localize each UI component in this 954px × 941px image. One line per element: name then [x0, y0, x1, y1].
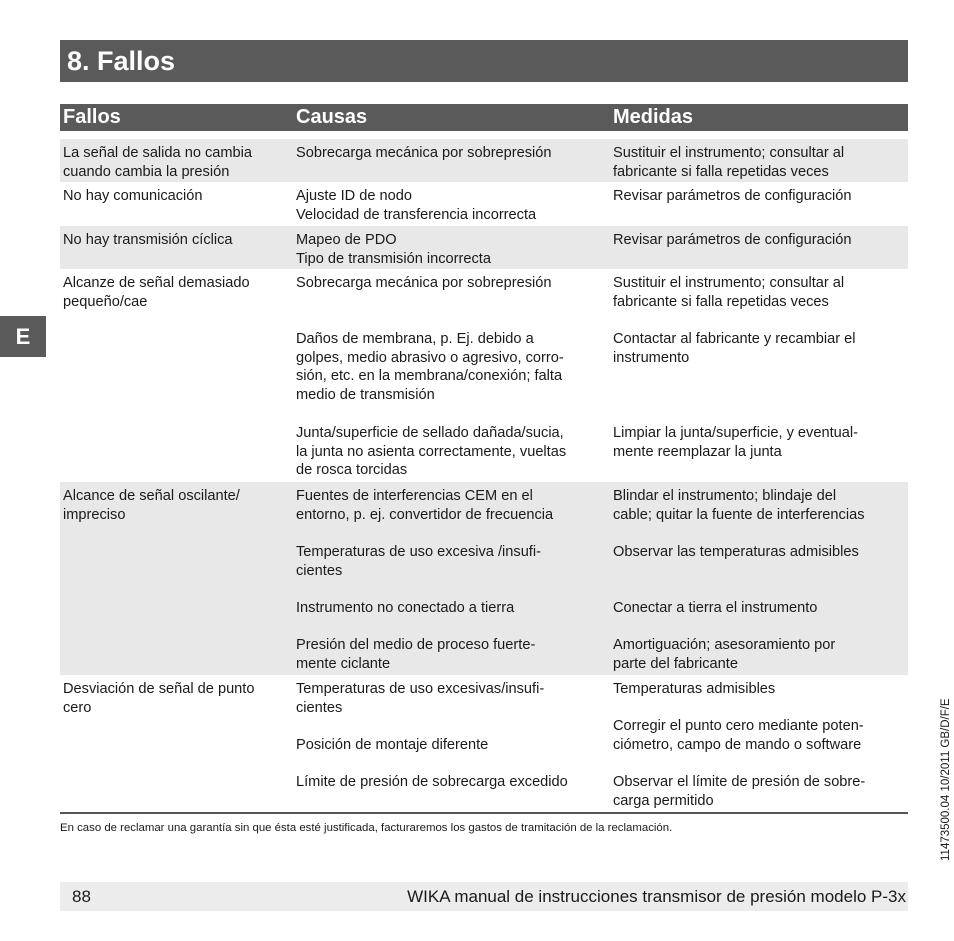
table-row-5-causa-2: Límite de presión de sobrecarga excedido — [296, 774, 568, 790]
table-row-2-fallo: No hay transmisión cíclica — [63, 232, 233, 248]
table-row-5-fallo: Desviación de señal de punto cero — [63, 681, 255, 716]
table-row-0-medida-0: Sustituir el instrumento; consultar al fabricante si falla repetidas veces — [613, 145, 845, 180]
document-code: 11473500.04 10/2011 GB/D/F/E — [940, 698, 952, 861]
table-row-3-fallo: Alcanze de señal demasiado pequeño/cae — [63, 275, 250, 310]
header-medidas: Medidas — [613, 106, 694, 128]
table-row-2-medida-0: Revisar parámetros de configuración — [613, 232, 852, 248]
table-row-5-medida-1: Corregir el punto cero mediante poten- ciómetro, campo de mando o software — [613, 718, 864, 753]
table-row-3-medida-0: Sustituir el instrumento; consultar al fabricante si falla repetidas veces — [613, 275, 845, 310]
header-causas: Causas — [296, 106, 368, 128]
table-row-5-causa-1: Posición de montaje diferente — [296, 737, 489, 753]
table-row-4-causa-3: Presión del medio de proceso fuerte- mente ciclante — [296, 637, 536, 672]
page-number: 88 — [72, 887, 91, 906]
table-row-3-medida-1: Contactar al fabricante y recambiar el instrumento — [613, 331, 856, 366]
footer-title: WIKA manual de instrucciones transmisor de presión modelo P-3x — [407, 887, 906, 906]
table-row-2-causa-0: Mapeo de PDO Tipo de transmisión incorrecta — [296, 232, 491, 267]
header-fallos: Fallos — [63, 106, 121, 128]
table-row-3-causa-1: Daños de membrana, p. Ej. debido a golpes, medio abrasivo o agresivo, corro- sión, etc. en la membrana/conexión; falta medio de transmisión — [296, 331, 564, 403]
table-row-4-causa-2: Instrumento no conectado a tierra — [296, 600, 515, 616]
table-row-5-medida-0: Temperaturas admisibles — [613, 681, 776, 697]
table-row-5-medida-2: Observar el límite de presión de sobre- carga permitido — [613, 774, 866, 809]
table-row-4-causa-1: Temperaturas de uso excesiva /insufi- cientes — [296, 544, 541, 579]
table-row-4-medida-1: Observar las temperaturas admisibles — [613, 544, 859, 560]
table-row-1-medida-0: Revisar parámetros de configuración — [613, 188, 852, 204]
table-row-0-causa-0: Sobrecarga mecánica por sobrepresión — [296, 145, 552, 161]
table-row-5-causa-0: Temperaturas de uso excesivas/insufi- cientes — [296, 681, 545, 716]
table-row-1-causa-0: Ajuste ID de nodo Velocidad de transferencia incorrecta — [296, 188, 537, 223]
table-row-0-fallo: La señal de salida no cambia cuando cambia la presión — [63, 145, 253, 180]
table-bottom-rule — [60, 812, 908, 814]
table-row-4-medida-3: Amortiguación; asesoramiento por parte del fabricante — [613, 637, 836, 672]
table-header — [60, 104, 908, 131]
table-row-3-causa-0: Sobrecarga mecánica por sobrepresión — [296, 275, 552, 291]
table-row-4-medida-0: Blindar el instrumento; blindaje del cable; quitar la fuente de interferencias — [613, 488, 865, 523]
table-row-4-causa-0: Fuentes de interferencias CEM en el entorno, p. ej. convertidor de frecuencia — [296, 488, 554, 523]
table-row-3-medida-2: Limpiar la junta/superficie, y eventual- mente reemplazar la junta — [613, 425, 858, 460]
section-title-bar — [60, 40, 908, 82]
table-row-3-causa-2: Junta/superficie de sellado dañada/sucia, la junta no asienta correctamente, vueltas de rosca torcidas — [296, 425, 567, 478]
table-row-4-fallo: Alcance de señal oscilante/ impreciso — [63, 488, 240, 523]
table-row-4-medida-2: Conectar a tierra el instrumento — [613, 600, 818, 616]
table-row-1-fallo: No hay comunicación — [63, 188, 203, 204]
footnote: En caso de reclamar una garantía sin que ésta esté justificada, facturaremos los gastos de tramitación de la reclamación. — [60, 822, 673, 834]
language-tab: E — [0, 316, 46, 357]
section-title: 8. Fallos — [67, 46, 176, 76]
